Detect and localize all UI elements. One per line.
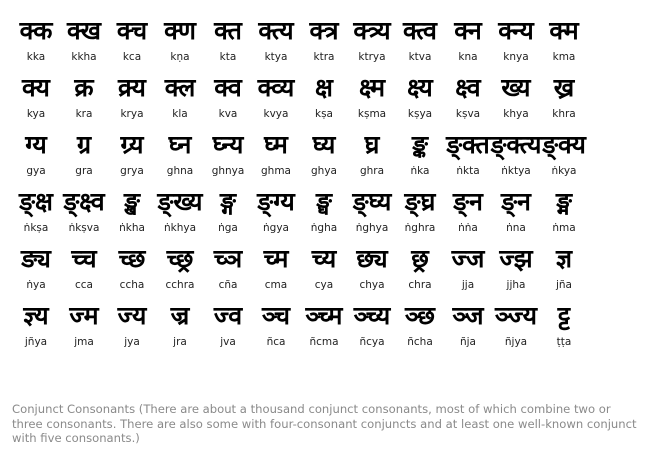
conjunct-glyph: क्त्य	[258, 16, 294, 45]
conjunct-glyph: क्न	[454, 16, 482, 45]
conjunct-transliteration: cña	[218, 279, 238, 291]
conjunct-transliteration: chra	[408, 279, 432, 291]
conjunct-transliteration: cma	[264, 279, 288, 291]
conjunct-glyph: क्ख	[67, 16, 101, 45]
conjunct-cell	[540, 12, 588, 69]
conjunct-transliteration: kca	[122, 51, 142, 63]
conjunct-transliteration: ṅghra	[404, 222, 436, 234]
conjunct-cell	[60, 126, 108, 183]
conjunct-transliteration: ñjya	[504, 336, 528, 348]
conjunct-chart	[12, 12, 636, 354]
conjunct-cell	[204, 12, 252, 69]
conjunct-transliteration: ṅkṣva	[68, 222, 100, 234]
conjunct-cell	[156, 297, 204, 354]
conjunct-cell	[348, 126, 396, 183]
conjunct-cell	[204, 297, 252, 354]
conjunct-glyph: ङ्न	[453, 187, 483, 216]
conjunct-glyph: ज्म	[69, 301, 99, 330]
conjunct-glyph: घ्न	[168, 130, 192, 159]
conjunct-glyph: ज्व	[213, 301, 243, 330]
conjunct-cell	[396, 69, 444, 126]
conjunct-glyph: क्ष्य	[407, 73, 433, 102]
conjunct-glyph: क्त्र	[309, 16, 339, 45]
conjunct-glyph: च्छ	[118, 244, 146, 273]
conjunct-cell	[540, 126, 588, 183]
conjunct-glyph: च्छ्र	[166, 244, 194, 273]
conjunct-transliteration: ṅka	[410, 165, 430, 177]
conjunct-transliteration: kvya	[263, 108, 289, 120]
conjunct-transliteration: jña	[555, 279, 572, 291]
conjunct-cell	[540, 297, 588, 354]
conjunct-cell	[492, 69, 540, 126]
conjunct-transliteration: ṅkha	[119, 222, 145, 234]
conjunct-transliteration: kla	[172, 108, 188, 120]
conjunct-transliteration: ṅghya	[355, 222, 389, 234]
conjunct-cell	[348, 183, 396, 240]
conjunct-glyph: ङ्क्ष्व	[63, 187, 105, 216]
conjunct-cell	[108, 183, 156, 240]
conjunct-glyph: क्र्य	[118, 73, 146, 102]
conjunct-glyph: क्य	[22, 73, 50, 102]
conjunct-transliteration: kṣa	[315, 108, 333, 120]
conjunct-transliteration: cya	[314, 279, 334, 291]
conjunct-cell	[12, 297, 60, 354]
conjunct-transliteration: ṭṭa	[556, 336, 572, 348]
conjunct-glyph: ग्र	[76, 130, 92, 159]
conjunct-transliteration: cchra	[165, 279, 195, 291]
conjunct-cell	[300, 12, 348, 69]
conjunct-cell	[252, 240, 300, 297]
conjunct-glyph: क्ष्म	[358, 73, 386, 102]
conjunct-cell	[108, 240, 156, 297]
conjunct-cell	[156, 126, 204, 183]
conjunct-row	[12, 183, 636, 240]
conjunct-glyph: ङ्न	[501, 187, 531, 216]
conjunct-glyph: ङ्घ्य	[352, 187, 392, 216]
conjunct-row	[12, 126, 636, 183]
conjunct-cell	[12, 126, 60, 183]
conjunct-cell	[348, 69, 396, 126]
conjunct-transliteration: ghma	[261, 165, 291, 177]
conjunct-glyph: ज्ञ्य	[23, 301, 49, 330]
conjunct-glyph: ङ्य	[21, 244, 51, 273]
conjunct-cell	[204, 183, 252, 240]
conjunct-transliteration: krya	[120, 108, 144, 120]
conjunct-glyph: ग्य	[25, 130, 47, 159]
conjunct-cell	[444, 126, 492, 183]
conjunct-cell	[12, 12, 60, 69]
conjunct-cell	[60, 69, 108, 126]
conjunct-cell	[492, 12, 540, 69]
conjunct-glyph: घ्न्य	[212, 130, 244, 159]
conjunct-glyph: ङ्म	[556, 187, 572, 216]
conjunct-glyph: क्व	[214, 73, 242, 102]
conjunct-row	[12, 12, 636, 69]
conjunct-glyph: ङ्घ्र	[404, 187, 436, 216]
conjunct-glyph: क्व्य	[257, 73, 295, 102]
conjunct-glyph: ङ्क्त	[446, 130, 490, 159]
conjunct-cell	[300, 69, 348, 126]
conjunct-transliteration: kṣma	[357, 108, 387, 120]
caption-text: Conjunct Consonants (There are about a thousand conjunct consonants, most of which combine two or three consonants. There are also some with four-consonant conjuncts and at least one well-known conjunct with five consonants.)	[12, 402, 637, 445]
conjunct-glyph: ज्ञ	[555, 244, 573, 273]
conjunct-glyph: ङ्क्त्य	[490, 130, 542, 159]
conjunct-glyph: ङ्क	[412, 130, 428, 159]
conjunct-cell	[12, 183, 60, 240]
conjunct-transliteration: ṅṅa	[458, 222, 478, 234]
conjunct-glyph: ञ्ज्य	[494, 301, 538, 330]
conjunct-glyph: ज्र	[170, 301, 190, 330]
conjunct-transliteration: kṇa	[170, 51, 190, 63]
conjunct-glyph: ख्य	[501, 73, 531, 102]
conjunct-cell	[108, 12, 156, 69]
conjunct-transliteration: ñcya	[359, 336, 385, 348]
conjunct-glyph: क्म	[549, 16, 579, 45]
conjunct-transliteration: gra	[75, 165, 93, 177]
conjunct-transliteration: ñcma	[309, 336, 339, 348]
conjunct-transliteration: grya	[120, 165, 144, 177]
conjunct-glyph: ङ्क्य	[542, 130, 586, 159]
conjunct-cell	[204, 240, 252, 297]
conjunct-glyph: ज्ज	[451, 244, 485, 273]
conjunct-transliteration: ṅma	[552, 222, 576, 234]
conjunct-glyph: ङ्ख	[124, 187, 140, 216]
conjunct-glyph: क्त	[214, 16, 242, 45]
conjunct-cell	[396, 297, 444, 354]
conjunct-glyph: ङ्क्ष	[19, 187, 53, 216]
conjunct-transliteration: ghya	[311, 165, 337, 177]
conjunct-glyph: ट्ट	[557, 301, 571, 330]
conjunct-transliteration: khra	[552, 108, 576, 120]
conjunct-transliteration: ghnya	[211, 165, 245, 177]
conjunct-glyph: ज्झ	[499, 244, 533, 273]
conjunct-glyph: ज्य	[117, 301, 147, 330]
conjunct-transliteration: kkha	[71, 51, 97, 63]
conjunct-cell	[12, 240, 60, 297]
conjunct-transliteration: kva	[218, 108, 238, 120]
conjunct-cell	[204, 126, 252, 183]
conjunct-glyph: च्च	[71, 244, 97, 273]
conjunct-transliteration: ktva	[408, 51, 432, 63]
conjunct-transliteration: cca	[75, 279, 93, 291]
conjunct-glyph: क्त्व	[403, 16, 437, 45]
conjunct-transliteration: gya	[26, 165, 46, 177]
conjunct-transliteration: ṅgya	[263, 222, 289, 234]
conjunct-glyph: घ्म	[264, 130, 288, 159]
conjunct-transliteration: kta	[219, 51, 237, 63]
conjunct-transliteration: jja	[461, 279, 475, 291]
conjunct-glyph: छ्य	[356, 244, 388, 273]
conjunct-transliteration: kma	[552, 51, 576, 63]
conjunct-glyph: ख्र	[553, 73, 575, 102]
conjunct-glyph: च्ञ	[213, 244, 243, 273]
conjunct-glyph: ञ्च	[261, 301, 291, 330]
conjunct-cell	[252, 297, 300, 354]
conjunct-cell	[348, 240, 396, 297]
conjunct-cell	[252, 69, 300, 126]
conjunct-transliteration: kṣva	[455, 108, 481, 120]
conjunct-glyph: घ्य	[312, 130, 336, 159]
conjunct-cell	[156, 240, 204, 297]
conjunct-glyph: क्ण	[164, 16, 196, 45]
conjunct-transliteration: ṅktya	[501, 165, 531, 177]
conjunct-glyph: क्च	[116, 16, 148, 45]
conjunct-cell	[156, 69, 204, 126]
conjunct-cell	[60, 297, 108, 354]
conjunct-transliteration: kra	[75, 108, 93, 120]
conjunct-cell	[396, 240, 444, 297]
conjunct-transliteration: ñcha	[407, 336, 433, 348]
conjunct-cell	[12, 69, 60, 126]
conjunct-cell	[444, 240, 492, 297]
conjunct-glyph: छ्र	[411, 244, 429, 273]
conjunct-cell	[444, 297, 492, 354]
conjunct-transliteration: jya	[124, 336, 140, 348]
conjunct-transliteration: ktra	[313, 51, 335, 63]
conjunct-row	[12, 240, 636, 297]
conjunct-cell	[156, 12, 204, 69]
conjunct-glyph: ञ्च्म	[305, 301, 343, 330]
conjunct-cell	[492, 240, 540, 297]
conjunct-transliteration: kṣya	[407, 108, 433, 120]
conjunct-cell	[396, 12, 444, 69]
conjunct-cell	[252, 126, 300, 183]
conjunct-cell	[108, 69, 156, 126]
conjunct-cell	[492, 183, 540, 240]
conjunct-glyph: क्ष	[315, 73, 333, 102]
conjunct-transliteration: knya	[503, 51, 529, 63]
conjunct-cell	[300, 297, 348, 354]
conjunct-transliteration: ṅga	[218, 222, 238, 234]
conjunct-glyph: क्र	[74, 73, 94, 102]
conjunct-cell	[396, 183, 444, 240]
conjunct-cell	[300, 183, 348, 240]
conjunct-cell	[108, 297, 156, 354]
conjunct-transliteration: ghra	[359, 165, 385, 177]
conjunct-transliteration: ṅna	[506, 222, 526, 234]
conjunct-transliteration: ṅya	[26, 279, 46, 291]
conjunct-transliteration: ccha	[119, 279, 145, 291]
conjunct-glyph: च्य	[311, 244, 337, 273]
conjunct-glyph: ङ्ग्य	[257, 187, 295, 216]
conjunct-glyph: क्क	[19, 16, 53, 45]
conjunct-cell	[444, 69, 492, 126]
conjunct-cell	[444, 12, 492, 69]
conjunct-cell	[348, 297, 396, 354]
conjunct-transliteration: jjha	[506, 279, 526, 291]
conjunct-glyph: ञ्छ	[405, 301, 435, 330]
conjunct-transliteration: ñca	[266, 336, 286, 348]
conjunct-cell	[300, 126, 348, 183]
conjunct-glyph: ङ्ग	[220, 187, 236, 216]
conjunct-transliteration: kna	[458, 51, 478, 63]
conjunct-glyph: ग्र्य	[120, 130, 144, 159]
conjunct-cell	[540, 69, 588, 126]
conjunct-cell	[348, 12, 396, 69]
conjunct-transliteration: ktya	[264, 51, 288, 63]
conjunct-transliteration: ñja	[459, 336, 476, 348]
conjunct-transliteration: jñya	[24, 336, 48, 348]
conjunct-cell	[204, 69, 252, 126]
conjunct-cell	[60, 240, 108, 297]
conjunct-transliteration: kka	[26, 51, 46, 63]
conjunct-glyph: क्न्य	[498, 16, 534, 45]
conjunct-row	[12, 297, 636, 354]
conjunct-cell	[396, 126, 444, 183]
conjunct-transliteration: ghna	[166, 165, 194, 177]
conjunct-cell	[60, 183, 108, 240]
conjunct-glyph: घ्र	[364, 130, 380, 159]
conjunct-transliteration: ṅkta	[456, 165, 480, 177]
conjunct-transliteration: ktrya	[358, 51, 386, 63]
conjunct-transliteration: jva	[220, 336, 236, 348]
conjunct-cell	[252, 12, 300, 69]
conjunct-glyph: क्ष्व	[455, 73, 481, 102]
conjunct-cell	[252, 183, 300, 240]
conjunct-transliteration: chya	[359, 279, 385, 291]
conjunct-row	[12, 69, 636, 126]
conjunct-transliteration: ṅkhya	[163, 222, 197, 234]
conjunct-transliteration: jma	[74, 336, 94, 348]
conjunct-cell	[444, 183, 492, 240]
conjunct-glyph: क्त्र्य	[353, 16, 391, 45]
conjunct-cell	[300, 240, 348, 297]
conjunct-glyph: च्म	[263, 244, 289, 273]
conjunct-glyph: ञ्च्य	[353, 301, 391, 330]
conjunct-transliteration: ṅkṣa	[23, 222, 49, 234]
conjunct-transliteration: kya	[26, 108, 46, 120]
conjunct-transliteration: jra	[173, 336, 187, 348]
conjunct-cell	[60, 12, 108, 69]
conjunct-glyph: ङ्घ	[316, 187, 332, 216]
conjunct-cell	[540, 183, 588, 240]
conjunct-transliteration: khya	[503, 108, 529, 120]
conjunct-cell	[492, 297, 540, 354]
conjunct-cell	[156, 183, 204, 240]
conjunct-cell	[492, 126, 540, 183]
conjunct-transliteration: ṅkya	[551, 165, 577, 177]
conjunct-glyph: ञ्ज	[452, 301, 484, 330]
conjunct-cell	[108, 126, 156, 183]
conjunct-glyph: ङ्ख्य	[157, 187, 203, 216]
conjunct-transliteration: ṅgha	[310, 222, 338, 234]
conjunct-cell	[540, 240, 588, 297]
conjunct-glyph: क्ल	[164, 73, 196, 102]
